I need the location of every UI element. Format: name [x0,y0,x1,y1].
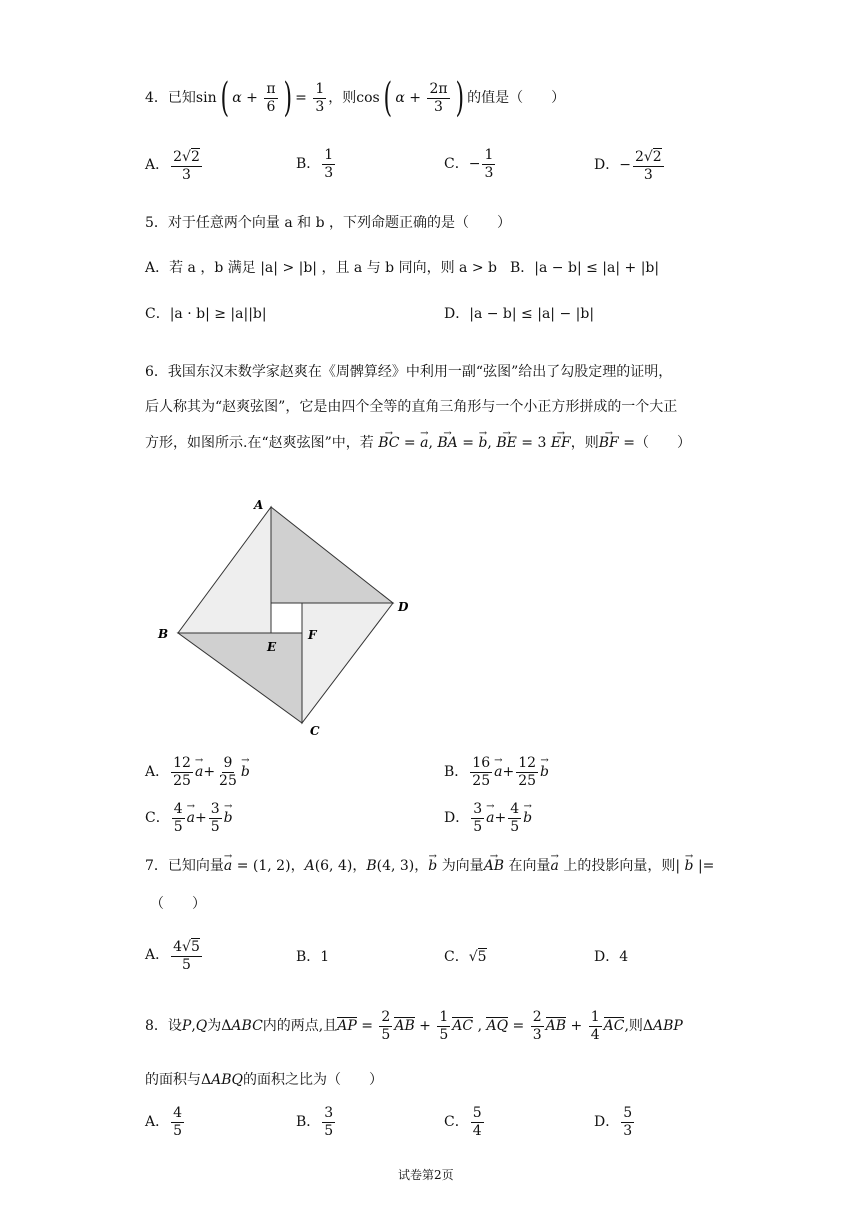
q5-option-b[interactable]: B．|a − b| ≤ |a| + |b| [510,260,660,276]
q4-mid: ，则 [328,90,357,106]
option-label: D． [594,157,620,174]
q8-line-2: 的面积与ΔABQ的面积之比为（ ） [145,1072,384,1088]
triangle-dcf [302,603,393,723]
q8-text: 的面积与 [145,1072,201,1088]
q7-text: ， [414,858,429,874]
option-label: C． [145,810,170,827]
q6-option-b[interactable]: B． $\frac{16}{25}$ → a+ $\frac{12}{25}$ → b [444,756,549,788]
q8-text: 的面积之比为（ ） [243,1072,384,1088]
q5-option-d[interactable]: D．|a − b| ≤ |a| − |b| [444,306,595,322]
option-value: 4 [619,949,629,965]
triangle-bce [178,633,302,723]
question-5-stem: 5．对于任意两个向量 a 和 b ，下列命题正确的是（ ） [145,215,512,231]
label-f: F [308,628,317,642]
q6-line-2: 后人称其为“赵爽弦图”，它是由四个全等的直角三角形与一个小正方形拼成的一个大正 [145,399,678,415]
q7-text: 7．已知向量 [145,858,224,874]
q8-text: ,则 [624,1018,643,1035]
option-label: A． [145,764,170,781]
label-e: E [267,640,277,654]
page-footer: 试卷第2页 [398,1168,454,1182]
q8-option-a[interactable]: A． $\frac{4}{5}$ [145,1105,183,1139]
q4-prefix: 4．已知 [145,90,196,106]
label-c: C [310,724,320,738]
question-7-stem: 7．已知向量→ a = (1, 2)，A(6, 4)，B(4, 3)，→ b 为向量→ AB 在向量→ a 上的投影向量，则| → b |= [145,856,714,876]
q7-option-c[interactable]: C．√5 [444,949,487,965]
label-a: A [254,498,264,512]
q6-line-3-text: 方形，如图所示.在“赵爽弦图”中，若 [145,435,374,451]
option-label: A． [145,1114,170,1131]
q6-option-d[interactable]: D． $\frac{3}{5}$ → a+ $\frac{4}{5}$ → b [444,802,532,834]
q8-option-d[interactable]: D． $\frac{5}{3}$ [594,1105,633,1139]
q7-text: 为向量 [441,858,484,874]
q8-text: 为 [207,1018,222,1035]
q6-line-3-then: ，则 [570,435,599,451]
inner-square [271,603,302,633]
option-label: D． [594,949,620,965]
option-value: 1 [320,949,330,965]
q7-option-b[interactable] [296,946,329,966]
option-label: B． [296,156,321,173]
q7-paren: （ ） [150,896,206,912]
q7-option-d[interactable] [594,946,628,966]
q4-suffix: 的值是（ ） [467,90,566,106]
q8-option-b[interactable]: B． $\frac{3}{5}$ [296,1105,334,1139]
label-d: D [398,600,409,614]
q6-option-a[interactable]: A． $\frac{12}{25}$ → a+ $\frac{9}{25}$ → b [145,756,250,788]
q7-text: ， [290,858,305,874]
q5-option-a[interactable]: A．若 a ，b 满足 |a| > |b| ，且 a 与 b 同向，则 a > b [145,260,497,276]
option-label: C． [444,949,469,965]
zhao-shuang-diagram [150,495,410,740]
q7-text: 在向量 [508,858,551,874]
label-b: B [158,627,169,641]
q5-option-c[interactable]: C．|a · b| ≥ |a||b| [145,306,267,322]
q6-line-3: 方形，如图所示.在“赵爽弦图”中，若 → BC = → a, → BA = → b, → BE = 3 → EF，则→ BF =（ ） [145,433,691,453]
q6-line-1: 6．我国东汉末数学家赵爽在《周髀算经》中利用一副“弦图”给出了勾股定理的证明， [145,364,673,380]
q6-option-c[interactable]: C． $\frac{4}{5}$ → a+ $\frac{3}{5}$ → b [145,802,233,834]
q8-text: 8．设 [145,1018,182,1035]
triangle-adf [271,507,393,603]
triangle-abe [178,507,271,633]
option-label: D． [594,1114,620,1131]
option-label: B． [296,949,321,965]
q4-option-d[interactable]: D．− $\frac{2√2}{3}$ [594,149,662,183]
q4-option-c[interactable]: C．− $\frac{1}{3}$ [444,147,494,181]
option-label: A． [145,157,170,174]
q8-option-c[interactable]: C． $\frac{5}{4}$ [444,1105,482,1139]
option-label: A． [145,947,170,964]
q7-text: 上的投影向量，则 [563,858,676,874]
q7-text: ， [352,858,367,874]
option-label: B． [444,764,469,781]
option-label: B． [296,1114,321,1131]
question-4-stem: 4．已知sin( α + $\frac{\pi}{6}$ ) = $\frac{1}{3}$ ，则cos( α + $\frac{2\pi}{3}$ ) 的值是（ ） [145,75,566,121]
option-label: C． [444,156,469,173]
q8-text: 内的两点,且 [262,1018,338,1035]
q6-paren: （ ） [634,435,691,451]
question-8-stem: 8．设P,Q为ΔABC内的两点,且AP = $\frac{2}{5}$ AB + $\frac{1}{5}$ AC , AQ = $\frac{2}{3}$ AB + $\frac{1}{4}$ AC,则ΔABP [145,1009,683,1043]
q4-option-a[interactable]: A． $\frac{2√2}{3}$ [145,149,200,183]
q7-option-a[interactable]: A． $\frac{4√5}{5}$ [145,939,200,973]
option-label: D． [444,810,470,827]
q4-option-b[interactable]: B． $\frac{1}{3}$ [296,147,334,181]
option-label: C． [444,1114,469,1131]
